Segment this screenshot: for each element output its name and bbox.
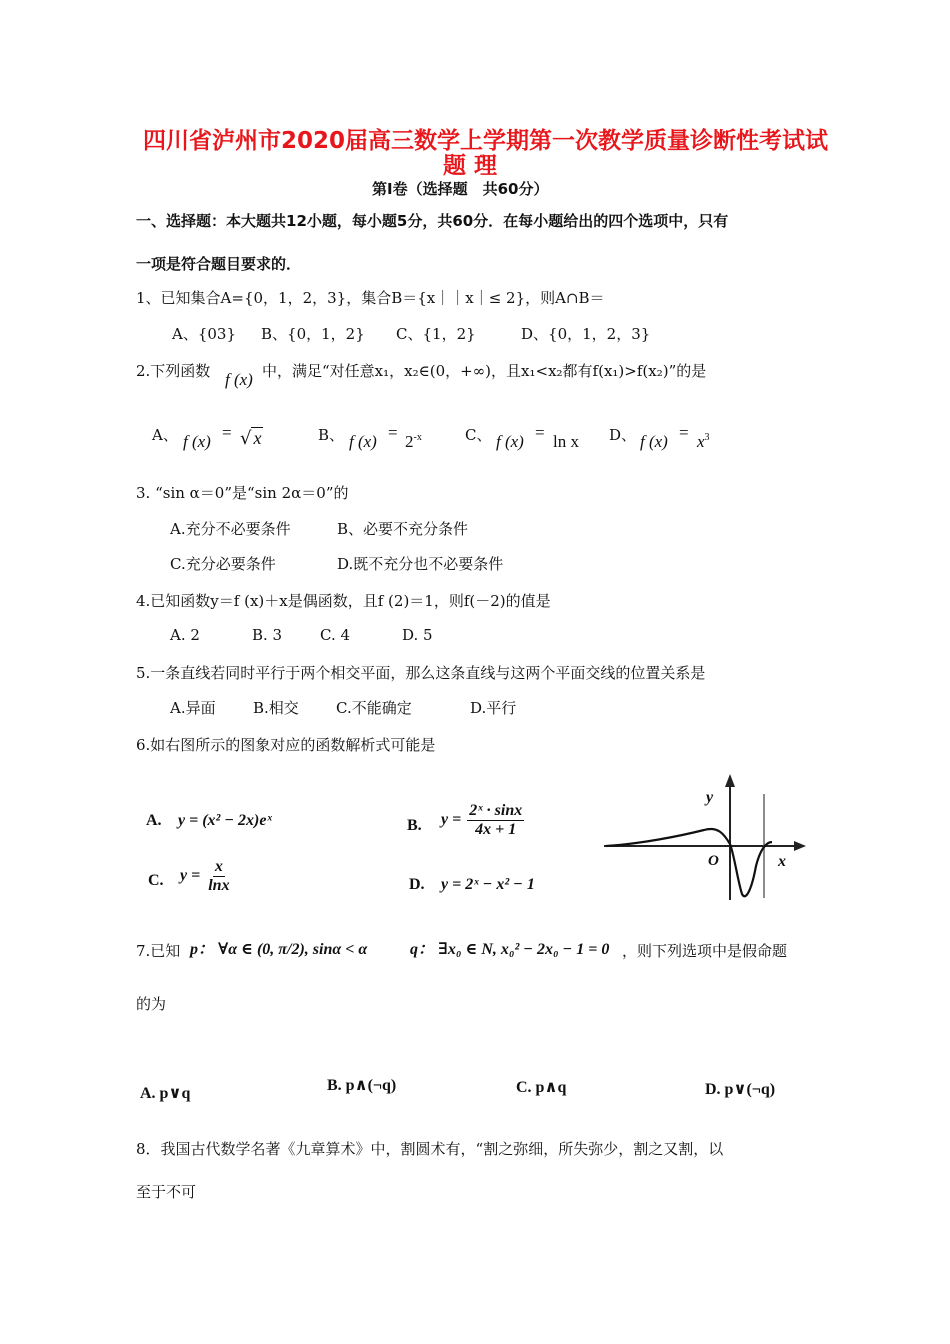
q1-option-b: B、{0，1，2} bbox=[261, 325, 365, 343]
q6-option-b-denominator: 4x + 1 bbox=[475, 821, 517, 838]
q2-stem-fx: f (x) bbox=[225, 370, 253, 389]
q6-option-d-expr: y = 2ˣ − x² − 1 bbox=[441, 876, 535, 893]
q2-option-c-label: C、 bbox=[465, 426, 492, 444]
graph-y-label: y bbox=[706, 789, 714, 806]
q4-option-a: A. 2 bbox=[170, 626, 200, 644]
y-axis-arrow-icon bbox=[725, 774, 735, 787]
q7-p-definition: p： ∀α ∈ (0, π/2), sinα < α bbox=[190, 941, 368, 958]
q5-option-c: C.不能确定 bbox=[336, 699, 412, 717]
q2-stem-end: 中，满足“对任意x₁，x₂∈(0，+∞)，且x₁<x₂都有f(x₁)>f(x₂)”的是 bbox=[262, 362, 707, 380]
q2-option-c-lhs: f (x) bbox=[496, 432, 524, 451]
q6-option-c-expr bbox=[180, 858, 234, 895]
q3-option-a: A.充分不必要条件 bbox=[170, 520, 291, 538]
doc-title-line2: 题 理 bbox=[443, 153, 498, 179]
q7-q-definition: q： ∃x₀ ∈ N, x₀² − 2x₀ − 1 = 0 bbox=[410, 941, 610, 958]
doc-title-line1: 四川省泸州市2020届高三数学上学期第一次教学质量诊断性考试试 bbox=[143, 128, 829, 154]
q2-option-b-exp: -x bbox=[413, 432, 422, 443]
q2-option-b-lhs: f (x) bbox=[349, 432, 377, 451]
q2-option-d-lhs: f (x) bbox=[640, 432, 668, 451]
q7-stem-start: 7.已知 bbox=[136, 942, 181, 960]
q2-option-b-label: B、 bbox=[318, 426, 345, 444]
q7-option-a: A. p∨q bbox=[140, 1085, 191, 1102]
q2-stem-start: 2.下列函数 bbox=[136, 362, 211, 380]
x-axis-arrow-icon bbox=[794, 841, 806, 851]
q7-stem-end: ，则下列选项中是假命题 bbox=[622, 942, 788, 960]
q2-option-d-exp: 3 bbox=[704, 432, 710, 443]
q2-option-b-rhs bbox=[405, 432, 422, 452]
q2-option-b-eq: = bbox=[388, 423, 398, 442]
q2-option-a-eq: = bbox=[222, 423, 232, 442]
q6-stem: 6.如右图所示的图象对应的函数解析式可能是 bbox=[136, 736, 436, 754]
q7-option-d: D. p∨(¬q) bbox=[705, 1081, 776, 1098]
q2-option-d-base: x bbox=[697, 432, 705, 451]
function-curve bbox=[606, 829, 772, 896]
q3-stem: 3. “sin α＝0”是“sin 2α＝0”的 bbox=[136, 484, 349, 502]
q4-option-d: D. 5 bbox=[402, 626, 433, 644]
q4-option-b: B. 3 bbox=[252, 626, 283, 644]
sqrt-sign-icon: √ bbox=[240, 428, 252, 449]
q2-option-b-base: 2 bbox=[405, 432, 414, 451]
q7-stem-tail: 的为 bbox=[136, 995, 167, 1013]
q6-option-c-lhs: y = bbox=[180, 867, 201, 885]
q2-option-a-lhs: f (x) bbox=[183, 432, 211, 451]
q1-option-c: C、{1，2} bbox=[396, 325, 476, 343]
q6-option-c-fraction bbox=[206, 858, 231, 895]
q6-function-graph bbox=[600, 770, 810, 905]
q6-option-b-lhs: y = bbox=[441, 811, 462, 829]
q3-option-d: D.既不充分也不必要条件 bbox=[337, 555, 504, 573]
q8-line1: 8．我国古代数学名著《九章算术》中，割圆术有，“割之弥细，所失弥少，割之又割，以 bbox=[136, 1140, 724, 1158]
q2-option-a-rhs: x bbox=[253, 428, 262, 448]
q3-option-c: C.充分必要条件 bbox=[170, 555, 276, 573]
q1-stem: 1、已知集合A={0，1，2，3}，集合B＝{x｜｜x｜≤ 2}，则A∩B＝ bbox=[136, 289, 605, 307]
q8-line2: 至于不可 bbox=[136, 1183, 197, 1201]
q2-option-a-label: A、 bbox=[152, 426, 178, 444]
q5-stem: 5.一条直线若同时平行于两个相交平面，那么这条直线与这两个平面交线的位置关系是 bbox=[136, 664, 706, 682]
q2-option-d-eq: = bbox=[679, 423, 689, 442]
q2-option-c-eq: = bbox=[535, 423, 545, 442]
instructions-line1: 一、选择题：本大题共12小题，每小题5分，共60分．在每小题给出的四个选项中，只有 bbox=[136, 212, 729, 230]
instructions-line2: 一项是符合题目要求的． bbox=[136, 255, 302, 273]
section-heading: 第Ⅰ卷（选择题 共60分） bbox=[372, 180, 549, 198]
q2-option-d-rhs bbox=[697, 432, 710, 452]
q1-option-d: D、{0，1，2，3} bbox=[521, 325, 651, 343]
q6-option-c-label: C. bbox=[148, 872, 164, 889]
q2-option-a-sqrt bbox=[240, 428, 263, 449]
q1-option-a: A、{03} bbox=[172, 325, 237, 343]
q5-option-d: D.平行 bbox=[470, 699, 517, 717]
q6-option-b-numerator: 2ˣ · sinx bbox=[469, 802, 523, 819]
q2-option-d-label: D、 bbox=[609, 426, 637, 444]
q6-option-a-label: A. bbox=[146, 812, 162, 829]
q7-option-c: C. p∧q bbox=[516, 1079, 567, 1096]
q2-option-c-rhs: ln x bbox=[553, 432, 579, 451]
q5-option-a: A.异面 bbox=[170, 699, 216, 717]
graph-origin-label: O bbox=[708, 853, 719, 869]
q6-option-b-expr bbox=[441, 802, 526, 839]
q6-option-c-denominator: lnx bbox=[208, 877, 230, 894]
q4-stem: 4.已知函数y＝f (x)＋x是偶函数，且f (2)＝1，则f(－2)的值是 bbox=[136, 592, 551, 610]
q6-option-a-expr: y = (x² − 2x)eˣ bbox=[178, 812, 272, 829]
q4-option-c: C. 4 bbox=[320, 626, 351, 644]
q3-option-b: B、必要不充分条件 bbox=[337, 520, 469, 538]
q6-option-d-label: D. bbox=[409, 876, 425, 893]
q5-option-b: B.相交 bbox=[253, 699, 299, 717]
q6-option-b-label: B. bbox=[407, 817, 422, 834]
graph-x-label: x bbox=[778, 853, 786, 870]
q6-option-c-numerator: x bbox=[214, 858, 223, 875]
q7-option-b: B. p∧(¬q) bbox=[327, 1077, 397, 1094]
q6-option-b-fraction bbox=[467, 802, 524, 839]
